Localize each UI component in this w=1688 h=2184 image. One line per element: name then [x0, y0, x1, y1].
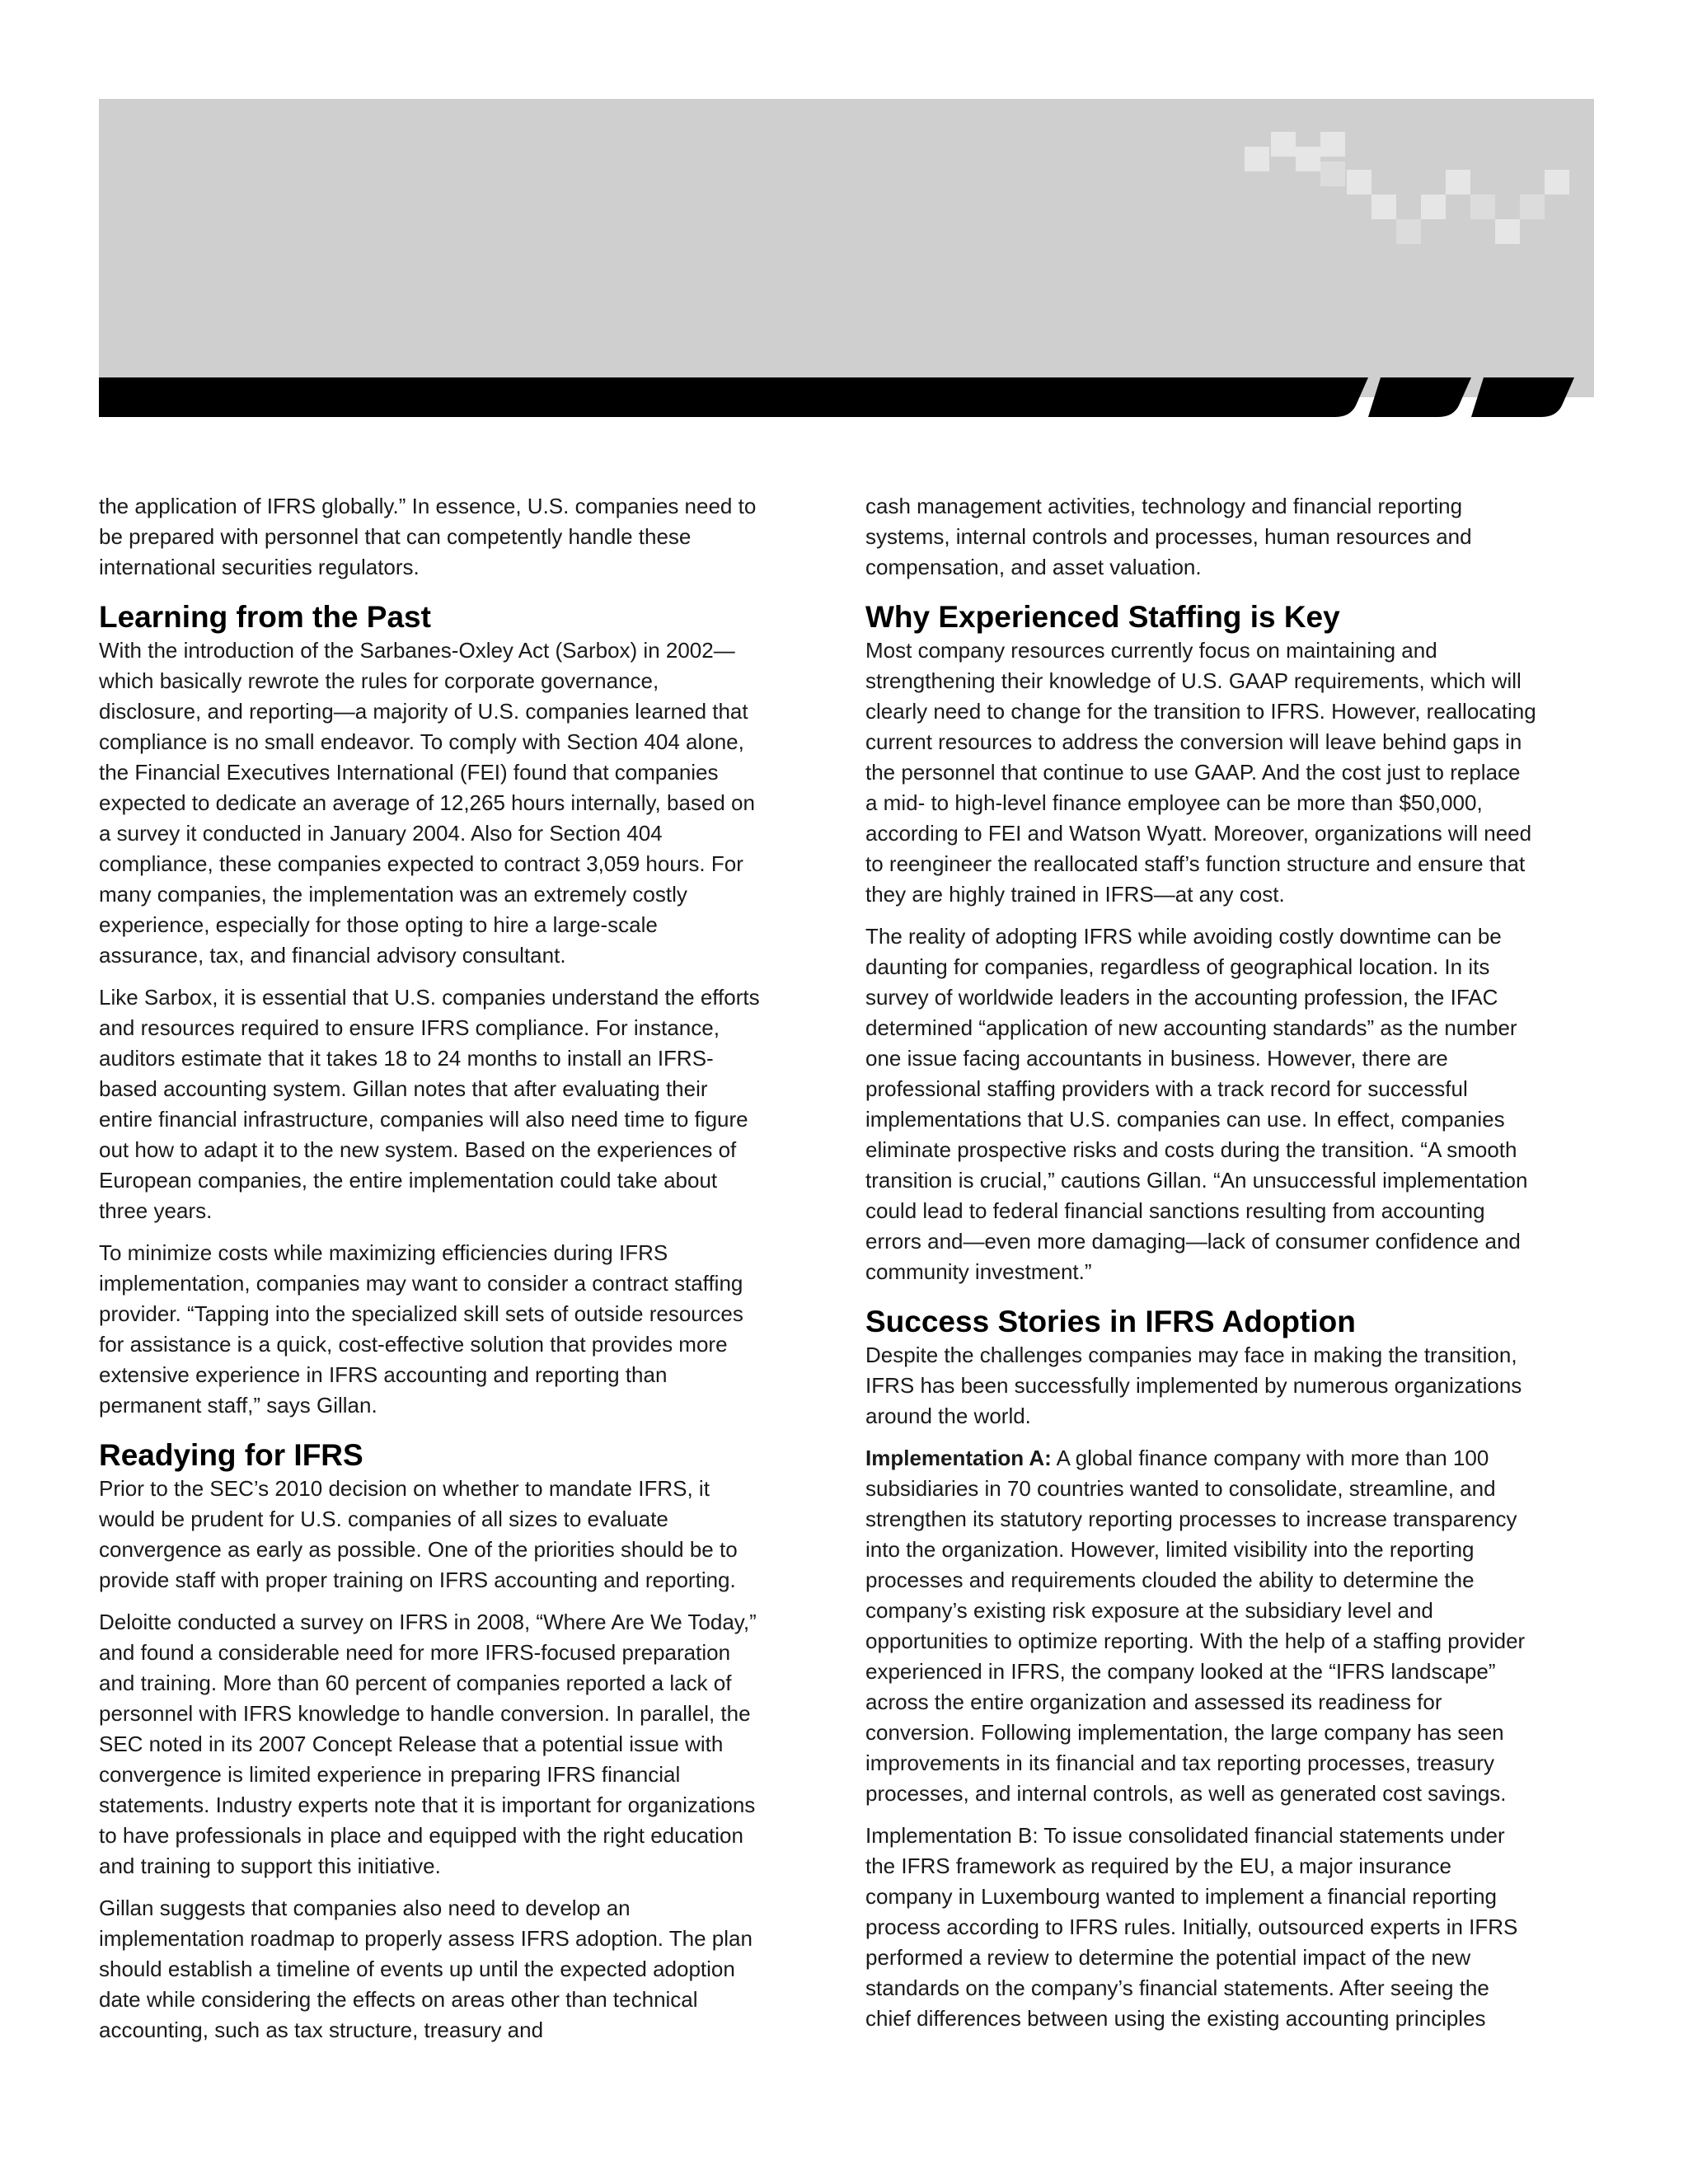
body-paragraph: Gillan suggests that companies also need to develop an implementation roadmap to properly assess IFRS adoption. The plan should establish a timeline of events up until the expected adoption date while considering the effects on areas other than technical accounting, such as tax structure, treasury and	[99, 1896, 753, 2042]
pixel-pattern-decoration	[1245, 132, 1574, 255]
implementation-a-paragraph	[865, 1443, 1537, 1809]
header-black-band	[99, 377, 1574, 417]
body-paragraph: Like Sarbox, it is essential that U.S. companies understand the efforts and resources required to ensure IFRS compliance. For instance, auditors estimate that it takes 18 to 24 months to install an IFRS-based accounting system. Gillan notes that after evaluating their entire financial infrastructure, companies will also need time to figure out how to adapt it to the new system. Based on the experiences of European companies, the entire implementation could take about three years.	[99, 985, 760, 1223]
body-paragraph: Deloitte conducted a survey on IFRS in 2008, “Where Are We Today,” and found a considerable need for more IFRS-focused preparation and training. More than 60 percent of companies reported a lack of personnel with IFRS knowledge to handle conversion. In parallel, the SEC noted in its 2007 Concept Release that a potential issue with convergence is limited experience in preparing IFRS financial statements. Industry experts note that it is important for organizations to have professionals in place and equipped with the right education and training to support this initiative.	[99, 1610, 757, 1878]
right-column	[865, 491, 1537, 2046]
body-paragraph: With the introduction of the Sarbanes-Oxley Act (Sarbox) in 2002—which basically rewrote the rules for corporate governance, disclosure, and reporting—a majority of U.S. companies learned that compliance is no small endeavor. To comply with Section 404 alone, the Financial Executives International (FEI) found that companies expected to dedicate an average of 12,265 hours internally, based on a survey it conducted in January 2004. Also for Section 404 compliance, these companies expected to contract 3,059 hours. For many companies, the implementation was an extremely costly experience, especially for those opting to hire a large-scale assurance, tax, and financial advisory consultant.	[99, 638, 755, 968]
body-paragraph: Prior to the SEC’s 2010 decision on whether to mandate IFRS, it would be prudent for U.S. companies of all sizes to evaluate convergence as early as possible. One of the priorities should be to provide staff with proper training on IFRS accounting and reporting.	[99, 1476, 738, 1592]
right-intro-paragraph: cash management activities, technology and financial reporting systems, internal controls and processes, human resources and compensation, and asset valuation.	[865, 494, 1472, 579]
body-paragraph: Most company resources currently focus on maintaining and strengthening their knowledge of U.S. GAAP requirements, which will clearly need to change for the transition to IFRS. However, reallocating current resources to address the conversion will leave behind gaps in the personnel that continue to use GAAP. And the cost just to replace a mid- to high-level finance employee can be more than $50,000, according to FEI and Watson Wyatt. Moreover, organizations will need to reengineer the reallocated staff’s function structure and ensure that they are highly trained in IFRS—at any cost.	[865, 638, 1536, 907]
implementation-a-label: Implementation A:	[865, 1446, 1052, 1470]
heading-success-stories: Success Stories in IFRS Adoption	[865, 1305, 1356, 1338]
body-paragraph: Despite the challenges companies may face in making the transition, IFRS has been successfully implemented by numerous organizations around the world.	[865, 1343, 1522, 1428]
heading-why-experienced-staffing: Why Experienced Staffing is Key	[865, 600, 1340, 634]
heading-learning-from-the-past: Learning from the Past	[99, 600, 431, 634]
body-paragraph: To minimize costs while maximizing efficiencies during IFRS implementation, companies may want to consider a contract staffing provider. “Tapping into the specialized skill sets of outside resources for assistance is a quick, cost-effective solution that provides more extensive experience in IFRS accounting and reporting than permanent staff,” says Gillan.	[99, 1240, 743, 1418]
left-column	[99, 491, 767, 2057]
implementation-b-paragraph: Implementation B: To issue consolidated financial statements under the IFRS framework as required by the EU, a major insurance company in Luxembourg wanted to implement a financial reporting process according to IFRS rules. Initially, outsourced experts in IFRS performed a review to determine the potential impact of the new standards on the company’s financial statements. After seeing the chief differences between using the existing accounting principles	[865, 1823, 1518, 2031]
implementation-a-text: A global finance company with more than 100 subsidiaries in 70 countries wanted to consolidate, streamline, and strengthen its statutory reporting processes to increase transparency into the organization. However, limited visibility into the reporting processes and requirements clouded the ability to determine the company’s existing risk exposure at the subsidiary level and opportunities to optimize reporting. With the help of a staffing provider experienced in IFRS, the company looked at the “IFRS landscape” across the entire organization and assessed its readiness for conversion. Following implementation, the large company has seen improvements in its financial and tax reporting processes, treasury processes, and internal controls, as well as generated cost savings.	[865, 1446, 1526, 1806]
heading-readying-for-ifrs: Readying for IFRS	[99, 1438, 363, 1472]
left-intro-paragraph: the application of IFRS globally.” In essence, U.S. companies need to be prepared with personnel that can competently handle these international securities regulators.	[99, 494, 757, 579]
body-paragraph: The reality of adopting IFRS while avoiding costly downtime can be daunting for companies, regardless of geographical location. In its survey of worldwide leaders in the accounting profession, the IFAC determined “application of new accounting standards” as the number one issue facing accountants in business. However, there are professional staffing providers with a track record for successful implementations that U.S. companies can use. In effect, companies eliminate prospective risks and costs during the transition. “A smooth transition is crucial,” cautions Gillan. “An unsuccessful implementation could lead to federal financial sanctions resulting from accounting errors and—even more damaging—lack of consumer confidence and community investment.”	[865, 924, 1528, 1284]
